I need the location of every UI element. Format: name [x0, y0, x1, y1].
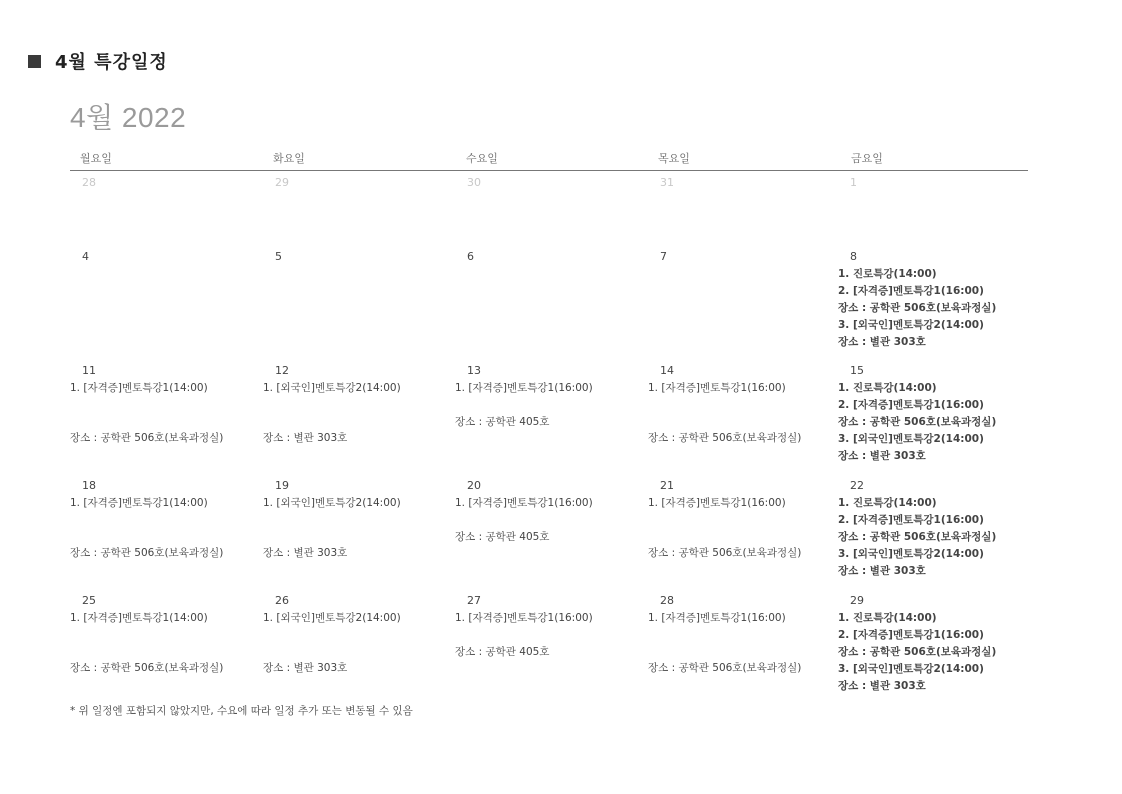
event-location: 장소 : 별관 303호 — [263, 432, 348, 444]
event-line: 1. [자격증]멘토특강1(16:00) — [455, 497, 593, 509]
calendar-day-cell — [648, 174, 838, 192]
event-line: 1. 진로특강(14:00) — [838, 268, 937, 280]
footnote: * 위 일정엔 포함되지 않았지만, 수요에 따라 일정 추가 또는 변동될 수 있음 — [70, 705, 413, 717]
weekday-mon: 월요일 — [80, 152, 112, 165]
weekday-tue: 화요일 — [273, 152, 305, 165]
event-line: 1. [자격증]멘토특강1(14:00) — [70, 382, 208, 394]
weekday-thu: 목요일 — [658, 152, 690, 165]
day-number: 26 — [275, 594, 289, 607]
event-line: 1. [자격증]멘토특강1(14:00) — [70, 612, 208, 624]
event-line: 3. [외국인]멘토특강2(14:00) — [838, 319, 984, 331]
day-number: 12 — [275, 364, 289, 377]
calendar-day-cell — [70, 477, 260, 559]
event-location: 장소 : 공학관 405호 — [455, 531, 550, 543]
calendar-day-cell — [455, 362, 645, 428]
day-number: 13 — [467, 364, 481, 377]
day-number: 7 — [660, 250, 667, 263]
event-line: 장소 : 별관 303호 — [838, 450, 926, 462]
day-number: 28 — [82, 176, 96, 189]
calendar-day-cell — [648, 362, 838, 444]
event-location: 장소 : 공학관 506호(보육과정실) — [648, 662, 802, 674]
calendar-day-cell — [838, 592, 1028, 695]
day-number: 29 — [850, 594, 864, 607]
square-bullet-icon — [28, 55, 41, 68]
day-number: 28 — [660, 594, 674, 607]
calendar-day-cell — [838, 477, 1028, 580]
calendar-day-cell — [263, 362, 453, 444]
event-line: 1. [자격증]멘토특강1(14:00) — [70, 497, 208, 509]
weekday-fri: 금요일 — [851, 152, 883, 165]
calendar-day-cell — [70, 592, 260, 674]
calendar-day-cell — [648, 592, 838, 674]
event-line: 2. [자격증]멘토특강1(16:00) — [838, 629, 984, 641]
event-location: 장소 : 공학관 506호(보육과정실) — [70, 547, 224, 559]
day-number: 22 — [850, 479, 864, 492]
calendar-day-cell — [70, 362, 260, 444]
day-number: 27 — [467, 594, 481, 607]
event-line: 1. [외국인]멘토특강2(14:00) — [263, 497, 401, 509]
section-heading — [28, 48, 168, 74]
calendar-day-cell — [263, 592, 453, 674]
event-line: 3. [외국인]멘토특강2(14:00) — [838, 433, 984, 445]
event-location: 장소 : 공학관 506호(보육과정실) — [70, 662, 224, 674]
event-line: 1. [자격증]멘토특강1(16:00) — [648, 382, 786, 394]
calendar-day-cell — [455, 174, 645, 192]
event-line: 장소 : 공학관 506호(보육과정실) — [838, 531, 997, 543]
day-number: 4 — [82, 250, 89, 263]
event-line: 장소 : 별관 303호 — [838, 680, 926, 692]
event-location: 장소 : 별관 303호 — [263, 547, 348, 559]
calendar-day-cell — [838, 362, 1028, 465]
day-number: 5 — [275, 250, 282, 263]
calendar-day-cell — [648, 248, 838, 266]
event-line: 장소 : 공학관 506호(보육과정실) — [838, 302, 997, 314]
event-line: 3. [외국인]멘토특강2(14:00) — [838, 548, 984, 560]
calendar-day-cell — [263, 248, 453, 266]
weekday-header-row — [70, 150, 1030, 170]
calendar-day-cell — [263, 477, 453, 559]
day-number: 30 — [467, 176, 481, 189]
calendar-day-cell — [838, 248, 1028, 351]
event-location: 장소 : 공학관 506호(보육과정실) — [648, 432, 802, 444]
event-line: 1. [외국인]멘토특강2(14:00) — [263, 612, 401, 624]
event-line: 2. [자격증]멘토특강1(16:00) — [838, 399, 984, 411]
day-number: 31 — [660, 176, 674, 189]
event-line: 장소 : 별관 303호 — [838, 336, 926, 348]
event-line: 3. [외국인]멘토특강2(14:00) — [838, 663, 984, 675]
event-line: 장소 : 공학관 506호(보육과정실) — [838, 646, 997, 658]
calendar-day-cell — [648, 477, 838, 559]
calendar-day-cell — [455, 592, 645, 658]
event-line: 장소 : 공학관 506호(보육과정실) — [838, 416, 997, 428]
event-line: 1. 진로특강(14:00) — [838, 382, 937, 394]
event-line: 1. [외국인]멘토특강2(14:00) — [263, 382, 401, 394]
calendar-day-cell — [70, 248, 260, 266]
day-number: 11 — [82, 364, 96, 377]
day-number: 18 — [82, 479, 96, 492]
event-location: 장소 : 공학관 506호(보육과정실) — [648, 547, 802, 559]
day-number: 15 — [850, 364, 864, 377]
day-number: 1 — [850, 176, 857, 189]
event-line: 1. [자격증]멘토특강1(16:00) — [648, 497, 786, 509]
day-number: 14 — [660, 364, 674, 377]
event-line: 1. [자격증]멘토특강1(16:00) — [455, 612, 593, 624]
event-location: 장소 : 공학관 506호(보육과정실) — [70, 432, 224, 444]
event-line: 1. [자격증]멘토특강1(16:00) — [455, 382, 593, 394]
event-line: 2. [자격증]멘토특강1(16:00) — [838, 514, 984, 526]
weekday-wed: 수요일 — [466, 152, 498, 165]
calendar-day-cell — [838, 174, 1028, 192]
event-line: 1. 진로특강(14:00) — [838, 497, 937, 509]
day-number: 25 — [82, 594, 96, 607]
day-number: 8 — [850, 250, 857, 263]
day-number: 20 — [467, 479, 481, 492]
section-heading-text: 4월 특강일정 — [55, 52, 168, 73]
day-number: 6 — [467, 250, 474, 263]
day-number: 19 — [275, 479, 289, 492]
event-line: 장소 : 별관 303호 — [838, 565, 926, 577]
day-number: 29 — [275, 176, 289, 189]
calendar-day-cell — [70, 174, 260, 192]
calendar-day-cell — [455, 248, 645, 266]
event-location: 장소 : 별관 303호 — [263, 662, 348, 674]
day-number: 21 — [660, 479, 674, 492]
calendar-title: 4월 2022 — [70, 102, 187, 133]
event-line: 1. [자격증]멘토특강1(16:00) — [648, 612, 786, 624]
event-line: 1. 진로특강(14:00) — [838, 612, 937, 624]
calendar-day-cell — [263, 174, 453, 192]
event-line: 2. [자격증]멘토특강1(16:00) — [838, 285, 984, 297]
event-location: 장소 : 공학관 405호 — [455, 646, 550, 658]
header-divider — [70, 170, 1028, 171]
calendar-day-cell — [455, 477, 645, 543]
event-location: 장소 : 공학관 405호 — [455, 416, 550, 428]
